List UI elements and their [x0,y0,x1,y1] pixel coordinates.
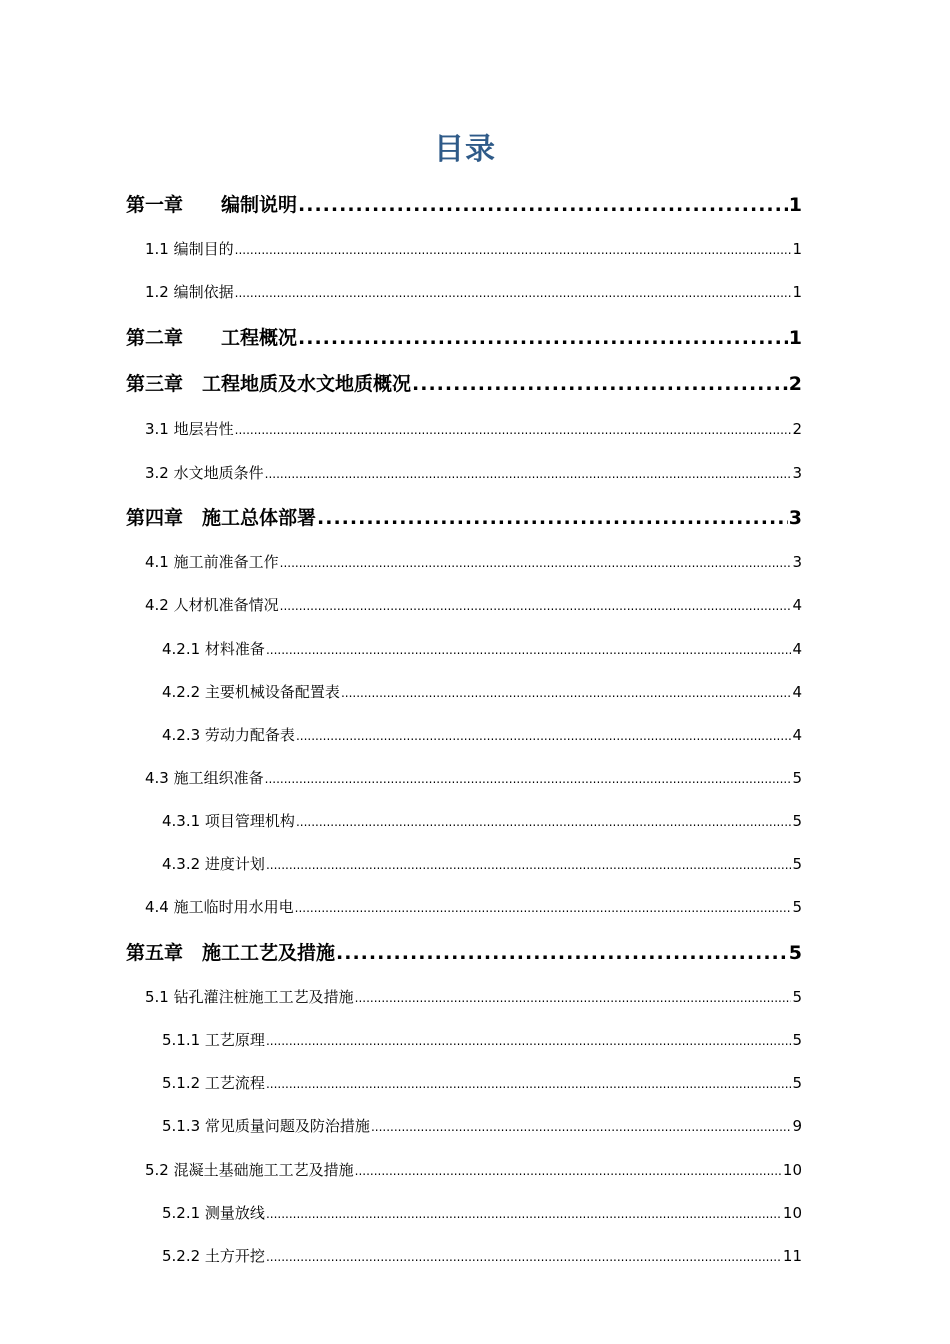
toc-entry[interactable] [126,325,802,351]
toc-entry-label: 5.2 混凝土基础施工工艺及措施 [145,1161,354,1179]
toc-page-number: 1 [788,194,802,216]
toc-page-number: 4 [792,596,802,614]
toc-page-number: 1 [788,327,802,349]
toc-page-number: 5 [792,988,802,1006]
toc-entry[interactable] [162,1115,802,1138]
toc-entry-label: 1.1 编制目的 [145,240,234,258]
toc-page-number: 5 [792,769,802,787]
toc-page-number: 5 [792,855,802,873]
toc-page-number: 3 [792,553,802,571]
toc-entry-label: 5.1.2 工艺流程 [162,1074,265,1092]
toc-entry[interactable] [145,1159,802,1182]
toc-page-number: 4 [792,683,802,701]
toc-page-number: 9 [792,1117,802,1135]
toc-page-number: 5 [792,812,802,830]
toc-page-number: 5 [792,1031,802,1049]
toc-entry-label: 5.1.1 工艺原理 [162,1031,265,1049]
toc-page-number: 11 [782,1247,802,1265]
toc-dot-leader [235,282,792,304]
toc-entry[interactable] [145,896,802,919]
toc-entry-label: 第一章 编制说明 [126,194,298,216]
toc-entry[interactable] [162,1245,802,1268]
toc-dot-leader [266,1203,782,1225]
toc-entry-label: 第五章 施工工艺及措施 [126,942,336,964]
toc-entry[interactable] [162,810,802,833]
toc-dot-leader [355,1160,782,1182]
toc-entry-label: 3.1 地层岩性 [145,420,234,438]
toc-dot-leader [298,192,788,218]
toc-entry[interactable] [145,551,802,574]
toc-dot-leader [341,682,792,704]
toc-dot-leader [296,811,792,833]
toc-entry-label: 4.2.2 主要机械设备配置表 [162,683,340,701]
toc-title: 目录 [434,132,496,167]
toc-entry[interactable] [126,371,802,397]
toc-entry-label: 1.2 编制依据 [145,283,234,301]
toc-entry[interactable] [162,1029,802,1052]
toc-dot-leader [317,505,788,531]
toc-page-number: 5 [788,942,802,964]
toc-entry[interactable] [162,1202,802,1225]
toc-entry-label: 4.2.3 劳动力配备表 [162,726,295,744]
toc-entry[interactable] [126,192,802,218]
toc-page-number: 10 [782,1161,802,1179]
toc-entry[interactable] [145,594,802,617]
toc-dot-leader [235,239,792,261]
toc-page-number: 1 [792,283,802,301]
toc-dot-leader [280,552,792,574]
toc-entry[interactable] [145,281,802,304]
toc-page-number: 4 [792,726,802,744]
toc-dot-leader [266,1030,792,1052]
toc-entry[interactable] [162,853,802,876]
toc-dot-leader [296,725,792,747]
toc-page-number: 10 [782,1204,802,1222]
toc-entry-label: 5.2.2 土方开挖 [162,1247,265,1265]
toc-page-number: 4 [792,640,802,658]
toc-page-number: 3 [788,507,802,529]
toc-entry-label: 5.1 钻孔灌注桩施工工艺及措施 [145,988,354,1006]
toc-entry[interactable] [162,1072,802,1095]
toc-entry[interactable] [162,638,802,661]
toc-dot-leader [265,463,792,485]
toc-entry-label: 第四章 施工总体部署 [126,507,317,529]
toc-dot-leader [336,940,788,966]
toc-entry-label: 3.2 水文地质条件 [145,464,264,482]
toc-entry-label: 4.3.1 项目管理机构 [162,812,295,830]
toc-dot-leader [266,1246,782,1268]
toc-entry-label: 5.2.1 测量放线 [162,1204,265,1222]
toc-entry[interactable] [145,418,802,441]
toc-entry[interactable] [126,505,802,531]
toc-entry[interactable] [145,238,802,261]
toc-dot-leader [298,325,788,351]
toc-entry[interactable] [145,767,802,790]
toc-page-number: 2 [792,420,802,438]
toc-dot-leader [266,639,792,661]
toc-dot-leader [295,897,792,919]
toc-dot-leader [235,419,792,441]
toc-entry-label: 4.3 施工组织准备 [145,769,264,787]
toc-page-number: 3 [792,464,802,482]
toc-entry[interactable] [162,724,802,747]
toc-dot-leader [266,1073,792,1095]
toc-entry-label: 第二章 工程概况 [126,327,298,349]
toc-entry[interactable] [126,940,802,966]
toc-page-number: 2 [788,373,802,395]
toc-dot-leader [265,768,792,790]
toc-entry-label: 5.1.3 常见质量问题及防治措施 [162,1117,370,1135]
toc-entry[interactable] [145,986,802,1009]
toc-entry-label: 4.2.1 材料准备 [162,640,265,658]
toc-page-number: 1 [792,240,802,258]
toc-dot-leader [355,987,792,1009]
toc-entry-label: 4.2 人材机准备情况 [145,596,279,614]
toc-entry-label: 4.1 施工前准备工作 [145,553,279,571]
toc-dot-leader [266,854,792,876]
toc-entry-label: 4.4 施工临时用水用电 [145,898,294,916]
toc-entry-label: 4.3.2 进度计划 [162,855,265,873]
toc-dot-leader [412,371,788,397]
toc-page-number: 5 [792,898,802,916]
toc-dot-leader [280,595,792,617]
toc-page-number: 5 [792,1074,802,1092]
toc-entry[interactable] [145,462,802,485]
toc-entry[interactable] [162,681,802,704]
toc-entry-label: 第三章 工程地质及水文地质概况 [126,373,412,395]
toc-dot-leader [371,1116,792,1138]
